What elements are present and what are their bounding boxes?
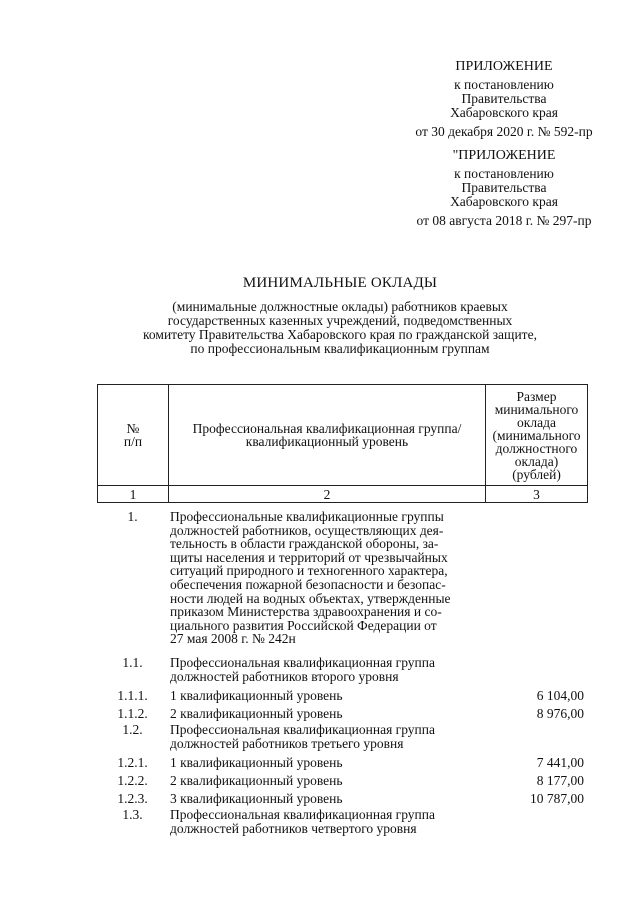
row-number: 1.2.3. (117, 791, 148, 807)
row-number: 1. (127, 509, 138, 524)
header-number (98, 385, 169, 486)
column-number: 1 (98, 486, 169, 503)
header-salary-line: должностного (495, 440, 578, 456)
subtitle-line: (минимальные должностные оклады) работников краевых (172, 299, 508, 314)
row-salary-value: 8 177,00 (536, 773, 584, 789)
salary-table-body (97, 510, 587, 836)
salary-table-header (97, 384, 588, 503)
row-salary-value (482, 656, 584, 683)
row-name-line: должностей работников, осуществляющих дея- (170, 522, 444, 538)
row-salary-value (482, 723, 584, 750)
row-name-line: Профессиональная квалификационная группа (170, 807, 435, 823)
table-row (97, 656, 587, 683)
row-name-line: должностей работников третьего уровня (170, 735, 404, 751)
column-number-row (98, 486, 588, 503)
row-name (168, 756, 482, 770)
table-row (97, 723, 587, 750)
row-name-line: 3 квалификационный уровень (170, 791, 343, 807)
row-name-line: ности людей на водных объектах, утвержденные (170, 590, 451, 606)
row-name-line: приказом Министерства здравоохранения и со- (170, 604, 442, 620)
row-name (168, 510, 482, 646)
row-name (168, 792, 482, 806)
row-name-line: должностей работников четвертого уровня (170, 820, 417, 836)
table-row (97, 756, 587, 770)
row-name-line: щиты населения и территорий от чрезвычайных (170, 549, 448, 565)
header-salary-line: (минимального (492, 427, 581, 443)
subtitle-line: по профессиональным квалификационным группам (190, 341, 490, 356)
row-number: 1.2. (122, 722, 143, 738)
row-name (168, 808, 482, 835)
row-name-line: должностей работников второго уровня (170, 668, 399, 684)
subtitle-line: государственных казенных учреждений, подведомственных (167, 313, 513, 328)
table-row (97, 774, 587, 788)
row-salary-value (482, 510, 584, 646)
row-name-line: тельность в области гражданской обороны, за- (170, 536, 439, 552)
document-subtitle (110, 300, 570, 356)
row-salary-value: 7 441,00 (536, 755, 584, 771)
header-salary-line: (рублей) (512, 466, 561, 482)
row-salary-value: 6 104,00 (536, 688, 584, 704)
row-number: 1.2.2. (117, 773, 148, 789)
approval-heading: ПРИЛОЖЕНИЕ (455, 59, 553, 74)
row-salary-value (482, 808, 584, 835)
header-salary-line: Размер (516, 388, 557, 404)
row-name-line: 2 квалификационный уровень (170, 773, 343, 789)
row-name (168, 656, 482, 683)
header-salary (486, 385, 588, 486)
header-row (98, 385, 588, 486)
row-number: 1.3. (122, 807, 143, 823)
approval-line: Правительства (461, 180, 547, 195)
approval-block-original (398, 149, 610, 228)
row-name-line: Профессиональные квалификационные группы (170, 509, 444, 524)
header-number-line: № (126, 421, 140, 436)
approval-heading: "ПРИЛОЖЕНИЕ (452, 148, 556, 163)
approval-date: от 30 декабря 2020 г. № 592-пр (415, 124, 593, 139)
approval-line: Хабаровского края (450, 105, 558, 120)
row-name-line: 1 квалификационный уровень (170, 688, 343, 704)
approval-line: Правительства (461, 91, 547, 106)
row-number: 1.1. (122, 654, 143, 670)
header-salary-line: оклада) (514, 453, 559, 469)
row-name-line: 27 мая 2008 г. № 242н (170, 631, 296, 647)
row-name-line: 1 квалификационный уровень (170, 755, 343, 771)
row-number: 1.2.1. (117, 755, 148, 771)
row-name (168, 723, 482, 750)
row-name-line: обеспечения пожарной безопасности и безопас- (170, 576, 446, 592)
table-row (97, 808, 587, 835)
approval-block-current (398, 60, 610, 139)
row-number: 1.1.2. (117, 706, 148, 722)
row-name-line: 2 квалификационный уровень (170, 706, 343, 722)
header-group-line: Профессиональная квалификационная группа/ (192, 421, 462, 436)
row-name (168, 689, 482, 703)
header-number-line: п/п (123, 434, 143, 449)
row-name-line: Профессиональная квалификационная группа (170, 654, 435, 670)
column-number: 3 (486, 486, 588, 503)
approval-line: к постановлению (454, 77, 554, 92)
row-name-line: ситуаций природного и техногенного характера, (170, 563, 448, 579)
row-name-line: циального развития Российской Федерации от (170, 617, 437, 633)
header-group-line: квалификационный уровень (245, 434, 409, 449)
table-row (97, 792, 587, 806)
table-row (97, 707, 587, 721)
table-row (97, 689, 587, 703)
header-salary-line: оклада (517, 414, 556, 430)
document-title: МИНИМАЛЬНЫЕ ОКЛАДЫ (242, 275, 438, 291)
header-salary-line: минимального (494, 401, 579, 417)
subtitle-line: комитету Правительства Хабаровского края по гражданской защите, (143, 327, 537, 342)
row-number: 1.1.1. (117, 688, 148, 704)
row-name-line: Профессиональная квалификационная группа (170, 722, 435, 738)
row-salary-value: 10 787,00 (530, 791, 584, 807)
row-salary-value: 8 976,00 (536, 706, 584, 722)
approval-line: к постановлению (454, 166, 554, 181)
approval-date: от 08 августа 2018 г. № 297-пр (416, 213, 592, 228)
header-group (169, 385, 486, 486)
row-name (168, 774, 482, 788)
row-name (168, 707, 482, 721)
table-row (97, 510, 587, 646)
column-number: 2 (169, 486, 486, 503)
approval-line: Хабаровского края (450, 194, 558, 209)
